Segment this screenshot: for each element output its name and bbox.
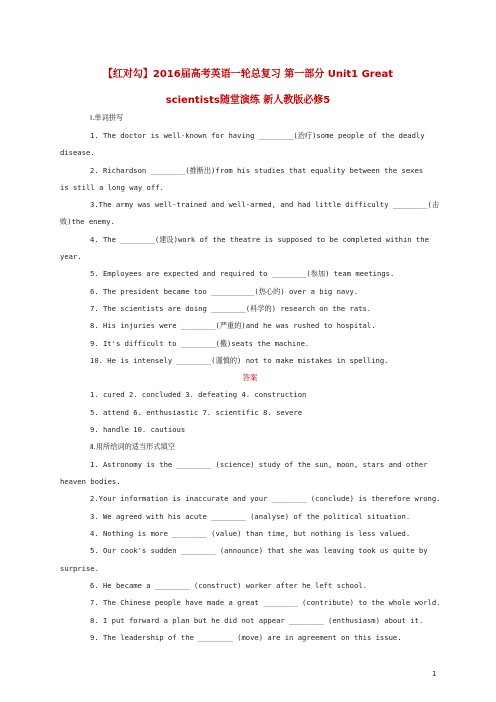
exercise-line: 2. Richardson ________(推断出)from his studies that equality between the sexes (90, 166, 424, 175)
exercise-line: 2.Your information is inaccurate and your ________ (conclude) is therefore wrong. (90, 494, 441, 503)
exercise-line: 9. It's difficult to ________(搬)seats the machine. (90, 339, 310, 348)
exercise-line: 10. He is intensely ________(谨慎的) not to make mistakes in spelling. (90, 356, 389, 365)
exercise-line: 5. Employees are expected and required to ________(参加) team meetings. (90, 269, 395, 278)
page-number: 1 (432, 670, 437, 678)
section-1-heading: Ⅰ.单词拼写 (90, 113, 124, 122)
exercise-line: 4. The ________(建设)work of the theatre is supposed to be completed within the (90, 235, 429, 244)
exercise-line: 败)the enemy. (60, 217, 115, 226)
exercise-line: 1. The doctor is well-known for having ________(治疗)some people of the deadly (90, 131, 425, 140)
exercise-line: 6. The president became too __________(热心的) over a big navy. (90, 287, 359, 296)
exercise-line: 1. Astronomy is the ________ (science) study of the sun, moon, stars and other (90, 460, 428, 469)
exercise-line: 8. His injuries were ________(严重的)and he was rushed to hospital. (90, 321, 376, 330)
exercise-line: 3. We agreed with his acute ________ (analyse) of the political situation. (90, 512, 411, 521)
answer-line: 9. handle 10. cautious (90, 425, 186, 434)
exercise-line: 8. I put forward a plan but he did not appear ________ (enthusiasm) about it. (90, 616, 424, 625)
answers-heading: 答案 (242, 373, 258, 382)
exercise-line: 3.The army was well-trained and well-armed, and had little difficulty ________(击 (90, 200, 440, 209)
exercise-line: is still a long way off. (60, 183, 164, 192)
exercise-line: 9. The leadership of the ________ (move) are in agreement on this issue. (90, 633, 402, 642)
exercise-line: 5. Our cook's sudden ________ (announce) that she was leaving took us quite by (90, 546, 428, 555)
exercise-line: 4. Nothing is more ________ (value) than time, but nothing is less valued. (90, 529, 411, 538)
section-2-heading: Ⅱ.用所给词的适当形式填空 (90, 442, 175, 451)
document-title-line-1: 【红对勾】2016届高考英语一轮总复习 第一部分 Unit1 Great (102, 69, 394, 80)
exercise-line: 7. The scientists are doing ________(科学的) research on the rats. (90, 304, 372, 313)
exercise-line: disease. (60, 148, 95, 157)
exercise-line: surprise. (60, 564, 99, 573)
document-title-line-2: scientists随堂演练 新人教版必修5 (165, 95, 331, 106)
answer-line: 5. attend 6. enthusiastic 7. scientific 8. severe (90, 408, 303, 417)
exercise-line: 7. The Chinese people have made a great ________ (contribute) to the whole world. (90, 598, 441, 607)
exercise-line: heaven bodies. (60, 477, 121, 486)
exercise-line: 6. He became a ________ (construct) worker after he left school. (90, 581, 367, 590)
answer-line: 1. cured 2. concluded 3. defeating 4. construction (90, 390, 307, 399)
exercise-line: year. (60, 252, 82, 261)
